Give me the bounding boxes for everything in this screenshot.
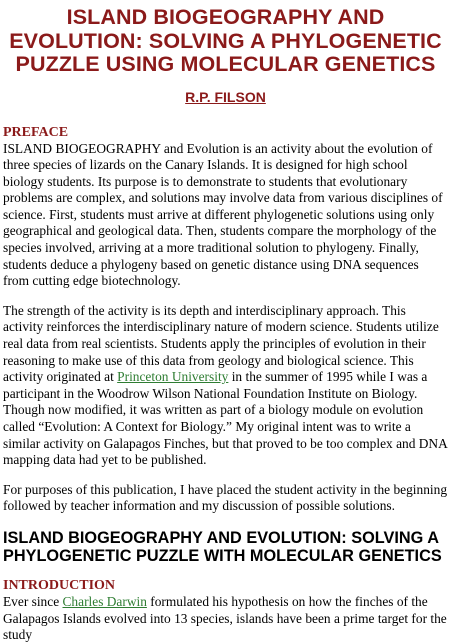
preface-paragraph-1: ISLAND BIOGEOGRAPHY and Evolution is an activity about the evolution of three species of lizards on the Canary Islands. It is designed for high school biology students. Its purpose is to demonstrate to students that evolutionary problems are complex, and solutions may involve data from various disciplines of science. First, students must arrive at different phylogenetic solutions using only geographical and geological data. Then, students compare the morphology of the species involved, arriving at a more traditional solution to phylogeny. Finally, students deduce a phylogeny based on genetic distance using DNA sequences from cutting edge biotechnology. [3,140,443,289]
author-line [3,89,448,105]
introduction-text-b: formulated his hypothesis on how the finches of the Galapagos Islands evolved into 13 species, islands have been a prime target for the study [3,593,447,643]
preface-paragraph-3: For purposes of this publication, I have placed the student activity in the beginning followed by teacher information and my discussion of possible solutions. [3,481,448,514]
author-link[interactable]: R.P. FILSON [185,88,266,105]
charles-darwin-link[interactable]: Charles Darwin [62,593,147,609]
preface-paragraph-2-text-b: in the summer of 1995 while I was a participant in the Woodrow Wilson National Foundation Institute on Biology. Though now modified, it was written as part of a biology module on evolution called “Evolution: A Context for Biology.” My original intent was to write a similar activity on Galapagos Finches, but that proved to be too complex and DNA mapping data had yet to be published. [3,369,448,468]
princeton-university-link[interactable]: Princeton University [117,369,229,385]
activity-title: ISLAND BIOGEOGRAPHY AND EVOLUTION: SOLVING A PHYLOGENETIC PUZZLE WITH MOLECULAR GENETICS [3,528,442,565]
preface-heading: PREFACE [3,124,69,140]
introduction-text-a: Ever since [3,593,63,609]
preface-paragraph-2 [3,303,448,469]
page-title: ISLAND BIOGEOGRAPHY AND EVOLUTION: SOLVING A PHYLOGENETIC PUZZLE USING MOLECULAR GENETICS [9,5,442,76]
introduction-paragraph [3,594,448,644]
preface-paragraph-2-text-a: The strength of the activity is its depth and interdisciplinary approach. This activity reinforces the interdisciplinary nature of modern science. Students utilize real data from real scientists. Students apply the principles of evolution in their reasoning to make use of this data from geology and biological science. This activity originated at [3,302,439,385]
introduction-heading: INTRODUCTION [3,577,116,593]
